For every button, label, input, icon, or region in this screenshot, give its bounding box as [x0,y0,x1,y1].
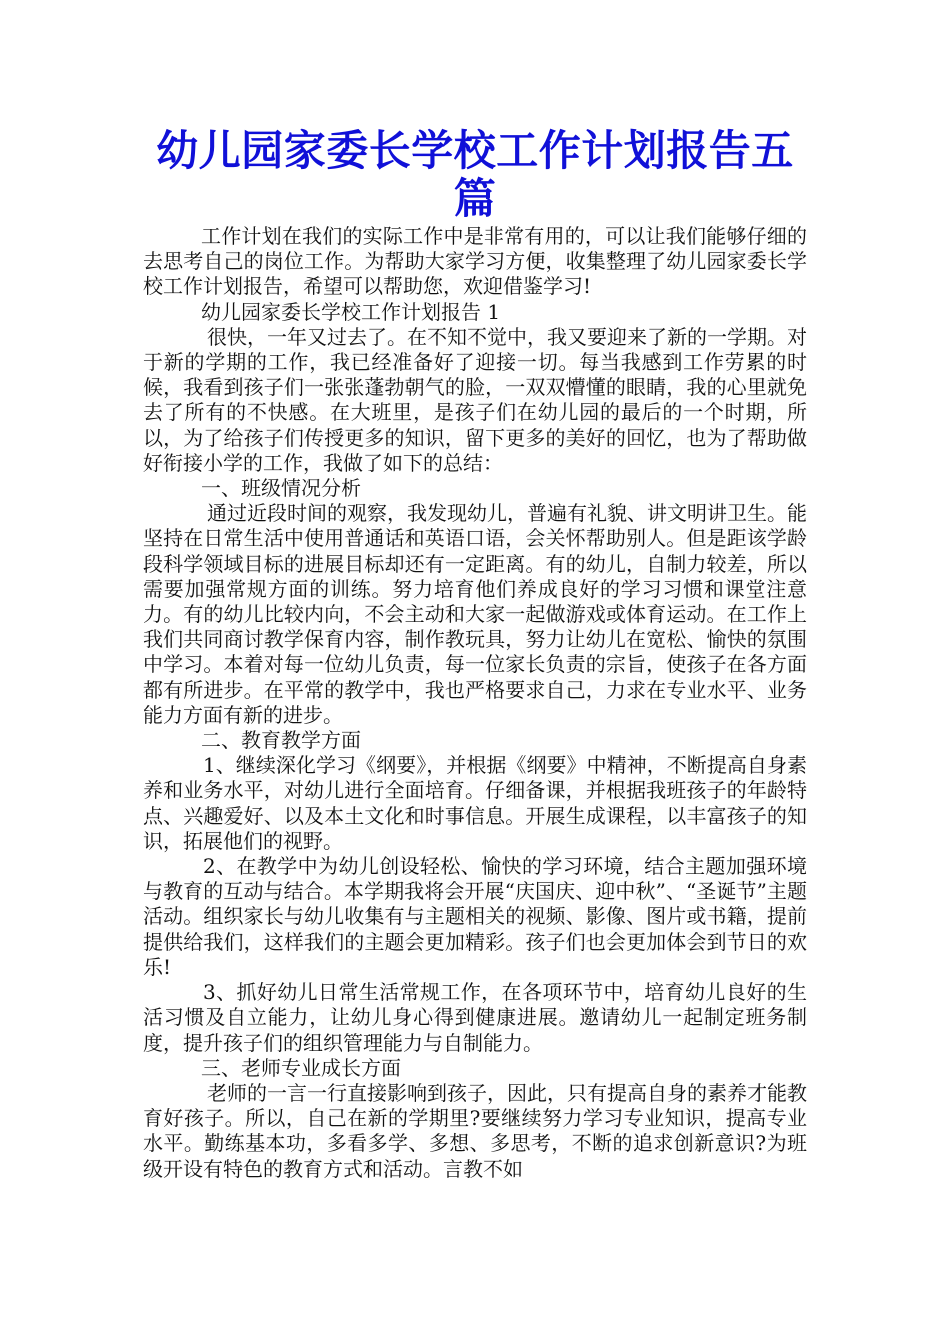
document-title: 幼儿园家委长学校工作计划报告五篇 [156,126,794,223]
intro-paragraph: 工作计划在我们的实际工作中是非常有用的，可以让我们能够仔细的去思考自己的岗位工作。为帮助大家学习方便，收集整理了幼儿园家委长学校工作计划报告，希望可以帮助您，欢迎借鉴学习! [143,224,807,299]
body-paragraph: 通过近段时间的观察，我发现幼儿，普遍有礼貌、讲文明讲卫生。能坚持在日常生活中使用普通话和英语口语，会关怀帮助别人。但是距该学龄段科学领域目标的进展目标却还有一定距离。有的幼儿，自制力较差，所以需要加强常规方面的训练。努力培育他们养成良好的学习习惯和课堂注意力。有的幼儿比较内向，不会主动和大家一起做游戏或体育运动。在工作上我们共同商讨教学保育内容，制作教玩具，努力让幼儿在宽松、愉快的氛围中学习。本着对每一位幼儿负责，每一位家长负责的宗旨，使孩子在各方面都有所进步。在平常的教学中，我也严格要求自己，力求在专业水平、业务能力方面有新的进步。 [143,501,807,727]
list-item: 3、抓好幼儿日常生活常规工作，在各项环节中，培育幼儿良好的生活习惯及自立能力，让幼儿身心得到健康进展。邀请幼儿一起制定班务制度，提升孩子们的组织管理能力与自制能力。 [143,980,807,1055]
list-item: 1、继续深化学习《纲要》，并根据《纲要》中精神，不断提高自身素养和业务水平，对幼儿进行全面培育。仔细备课，并根据我班孩子的年龄特点、兴趣爱好、以及本土文化和时事信息。开展生成课程，以丰富孩子的知识，拓展他们的视野。 [143,753,807,853]
body-paragraph: 很快，一年又过去了。在不知不觉中，我又要迎来了新的一学期。对于新的学期的工作，我已经准备好了迎接一切。每当我感到工作劳累的时候，我看到孩子们一张张蓬勃朝气的脸，一双双懵懂的眼睛，我的心里就免去了所有的不快感。在大班里，是孩子们在幼儿园的最后的一个时期，所以，为了给孩子们传授更多的知识，留下更多的美好的回忆，也为了帮助做好衔接小学的工作，我做了如下的总结： [143,324,807,475]
section-heading-report-1: 幼儿园家委长学校工作计划报告 1 [201,299,501,324]
section-heading-teaching: 二、教育教学方面 [201,728,361,753]
body-paragraph: 老师的一言一行直接影响到孩子，因此，只有提高自身的素养才能教育好孩子。所以，自己在新的学期里?要继续努力学习专业知识，提高专业水平。勤练基本功，多看多学、多想、多思考，不断的追求创新意识?为班级开设有特色的教育方式和活动。言教不如 [143,1080,807,1181]
section-heading-teacher-growth: 三、老师专业成长方面 [201,1055,401,1080]
list-item: 2、在教学中为幼儿创设轻松、愉快的学习环境，结合主题加强环境与教育的互动与结合。本学期我将会开展“庆国庆、迎中秋”、“圣诞节”主题活动。组织家长与幼儿收集有与主题相关的视频、影像、图片或书籍，提前提供给我们，这样我们的主题会更加精彩。孩子们也会更加体会到节日的欢乐! [143,854,807,979]
document-body [143,224,807,1182]
section-heading-class-analysis: 一、班级情况分析 [201,476,361,501]
